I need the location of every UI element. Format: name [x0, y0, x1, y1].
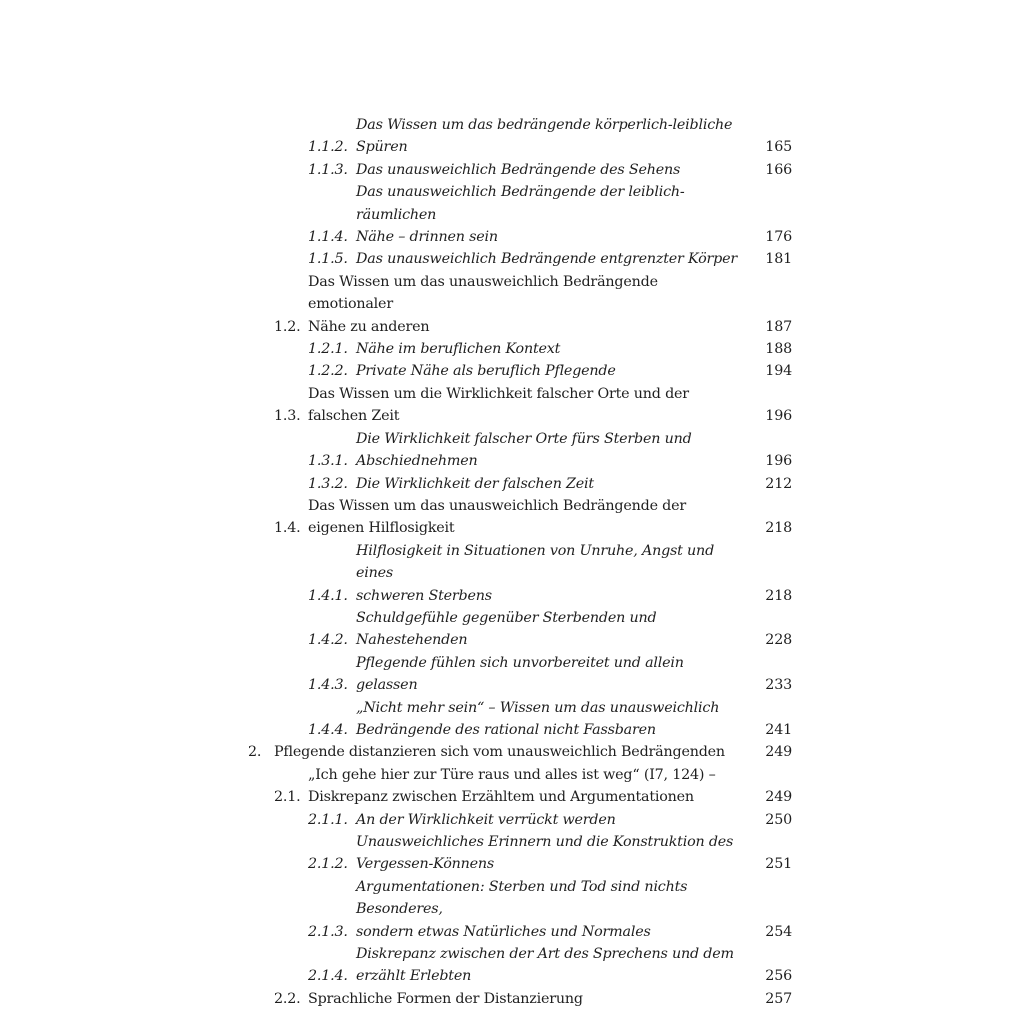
toc-entry-title — [308, 988, 764, 1010]
toc-entry-title-line: Nähe im beruflichen Kontext — [356, 341, 561, 358]
toc-entry-title — [308, 495, 764, 540]
toc-entry — [248, 831, 792, 876]
toc-entry-page-number: 196 — [765, 453, 792, 470]
toc-entry-title-line: falschen Zeit — [308, 408, 400, 425]
toc-entry — [248, 473, 792, 495]
toc-entry-title-line: erzählt Erlebten — [356, 968, 472, 985]
toc-entry-title-line: Das unausweichlich Bedrängende entgrenzter Körper — [356, 251, 737, 268]
toc-entry-title — [356, 540, 764, 607]
toc-entry-page-number: 196 — [765, 408, 792, 425]
toc-entry-title — [356, 248, 764, 270]
toc-entry-title — [356, 809, 764, 831]
toc-entry-title-line: Bedrängende des rational nicht Fassbaren — [356, 721, 656, 738]
toc-entry-title — [356, 943, 764, 988]
toc-entry — [248, 114, 792, 159]
toc-entry-number: 1.2. — [274, 318, 301, 335]
toc-entry-page-number: 249 — [765, 789, 792, 806]
toc-entry-title-line: Diskrepanz zwischen der Art des Sprechens und dem — [356, 946, 734, 963]
toc-entry-title — [356, 831, 764, 876]
toc-entry-title — [274, 741, 764, 763]
toc-entry — [248, 876, 792, 943]
toc-entry-title — [356, 114, 764, 159]
toc-entry-title — [308, 764, 764, 809]
toc-entry-title-line: Argumentationen: Sterben und Tod sind nichts Besonderes, — [356, 878, 688, 918]
toc-entry-page-number: 166 — [765, 161, 792, 178]
toc-entry-page-number: 251 — [765, 856, 792, 873]
toc-entry-page-number: 188 — [765, 341, 792, 358]
toc-entry-number: 2.1. — [274, 789, 301, 806]
toc-entry-title-line: Private Nähe als beruflich Pflegende — [356, 363, 616, 380]
toc-entry-page-number: 218 — [765, 587, 792, 604]
toc-entry-page-number: 256 — [765, 968, 792, 985]
toc-entry-number: 1.2.1. — [308, 341, 348, 358]
toc-entry-number: 1.4.1. — [308, 587, 348, 604]
toc-entry-page-number: 257 — [765, 990, 792, 1007]
toc-entry-page-number: 218 — [765, 520, 792, 537]
toc-entry-page-number: 194 — [765, 363, 792, 380]
toc-entry-page-number: 212 — [765, 475, 792, 492]
toc-entry-number: 1.1.2. — [308, 139, 348, 156]
toc-entry — [248, 248, 792, 270]
toc-entry-title-line: Diskrepanz zwischen Erzähltem und Argumentationen — [308, 789, 694, 806]
toc-entry-title-line: Pflegende distanzieren sich vom unausweichlich Bedrängenden — [274, 744, 725, 761]
toc-entry-title — [308, 383, 764, 428]
toc-entry — [248, 764, 792, 809]
toc-entry-title — [356, 181, 764, 248]
toc-entry-title-line: Spüren — [356, 139, 408, 156]
toc-entry-title-line: Das unausweichlich Bedrängende des Sehens — [356, 161, 681, 178]
toc-entry-number: 2.1.2. — [308, 856, 348, 873]
toc-entry-number: 1.3.2. — [308, 475, 348, 492]
toc-entry-title-line: schweren Sterbens — [356, 587, 492, 604]
toc-entry-page-number: 165 — [765, 139, 792, 156]
toc-entry-number: 1.1.5. — [308, 251, 348, 268]
toc-entry-number: 1.3. — [274, 408, 301, 425]
toc-entry-number: 2.2. — [274, 990, 301, 1007]
toc-entry-page-number: 187 — [765, 318, 792, 335]
toc-entry — [248, 360, 792, 382]
toc-entry-title-line: Die Wirklichkeit falscher Orte fürs Sterben und — [356, 430, 692, 447]
toc-entry — [248, 271, 792, 338]
toc-entry-title-line: Vergessen-Könnens — [356, 856, 495, 873]
toc-entry-title-line: Die Wirklichkeit der falschen Zeit — [356, 475, 594, 492]
toc-entry-page-number: 250 — [765, 811, 792, 828]
toc-entry-page-number: 254 — [765, 923, 792, 940]
toc-entry — [248, 428, 792, 473]
toc-entry-number: 2.1.3. — [308, 923, 348, 940]
toc-entry-title-line: „Ich gehe hier zur Türe raus und alles ist weg“ (I7, 124) – — [308, 766, 716, 783]
toc-entry-number: 1.1.3. — [308, 161, 348, 178]
toc-entry-title-line: Das Wissen um das bedrängende körperlich-leibliche — [356, 117, 733, 133]
toc-entry — [248, 943, 792, 988]
toc-entry-title — [356, 428, 764, 473]
toc-entry — [248, 607, 792, 652]
toc-entry-title-line: Abschiednehmen — [356, 453, 478, 470]
toc-entry-number: 1.1.4. — [308, 229, 348, 246]
toc-entry-page-number: 241 — [765, 721, 792, 738]
toc-entry-title-line: Unausweichliches Erinnern und die Konstruktion des — [356, 834, 734, 850]
toc-entry-number: 1.4.3. — [308, 677, 348, 694]
toc-entry-number: 2.1.4. — [308, 968, 348, 985]
toc-entry — [248, 988, 792, 1010]
toc-entry-number: 1.3.1. — [308, 453, 348, 470]
toc-entry — [248, 383, 792, 428]
toc-entry-title-line: Nähe – drinnen sein — [356, 229, 498, 246]
toc-entry — [248, 652, 792, 697]
toc-entry-page-number: 181 — [765, 251, 792, 268]
toc-entry-title — [356, 652, 764, 697]
toc-entry-title — [356, 360, 764, 382]
toc-entry-title-line: Das Wissen um die Wirklichkeit falscher Orte und der — [308, 385, 689, 402]
toc-entry-title-line: An der Wirklichkeit verrückt werden — [356, 811, 616, 828]
toc-entry-title-line: „Nicht mehr sein“ – Wissen um das unausweichlich — [356, 699, 720, 716]
toc-entry — [248, 741, 792, 763]
toc-entry-title — [308, 271, 764, 338]
toc-entry-title-line: Das Wissen um das unausweichlich Bedrängende der — [308, 497, 687, 514]
toc-entry-page-number: 233 — [765, 677, 792, 694]
toc-entry-title — [356, 607, 764, 652]
toc-entry-title — [356, 338, 764, 360]
toc-entry — [248, 159, 792, 181]
toc-entry — [248, 181, 792, 248]
toc-entry-title-line: Das unausweichlich Bedrängende der leiblich-räumlichen — [356, 184, 685, 223]
toc-entry-number: 1.4. — [274, 520, 301, 537]
toc-entry-title — [356, 473, 764, 495]
toc-entry-number: 2. — [248, 744, 262, 761]
toc-entry-number: 1.4.2. — [308, 632, 348, 649]
toc-entry-title-line: Nähe zu anderen — [308, 318, 430, 335]
toc-entry-page-number: 176 — [765, 229, 792, 246]
toc-entry-title-line: Pflegende fühlen sich unvorbereitet und allein gelassen — [356, 654, 684, 694]
toc-entry-title-line: Schuldgefühle gegenüber Sterbenden und Nahestehenden — [356, 609, 657, 649]
toc-entry-title-line: sondern etwas Natürliches und Normales — [356, 923, 651, 940]
toc-entry-number: 2.1.1. — [308, 811, 348, 828]
toc-entry — [248, 697, 792, 742]
toc-entry-title-line: Das Wissen um das unausweichlich Bedrängende emotionaler — [308, 273, 658, 313]
table-of-contents — [248, 114, 792, 1010]
toc-entry-title-line: Hilflosigkeit in Situationen von Unruhe, Angst und eines — [356, 542, 715, 582]
toc-entry — [248, 338, 792, 360]
toc-entry-title-line: Sprachliche Formen der Distanzierung — [308, 990, 583, 1007]
toc-entry-title — [356, 876, 764, 943]
toc-entry-number: 1.4.4. — [308, 721, 348, 738]
toc-entry — [248, 809, 792, 831]
toc-entry-title-line: eigenen Hilflosigkeit — [308, 520, 455, 537]
toc-entry-title — [356, 697, 764, 742]
toc-entry-page-number: 249 — [765, 744, 792, 761]
toc-entry-page-number: 228 — [765, 632, 792, 649]
toc-entry-number: 1.2.2. — [308, 363, 348, 380]
toc-entry-title — [356, 159, 764, 181]
toc-entry — [248, 540, 792, 607]
toc-entry — [248, 495, 792, 540]
